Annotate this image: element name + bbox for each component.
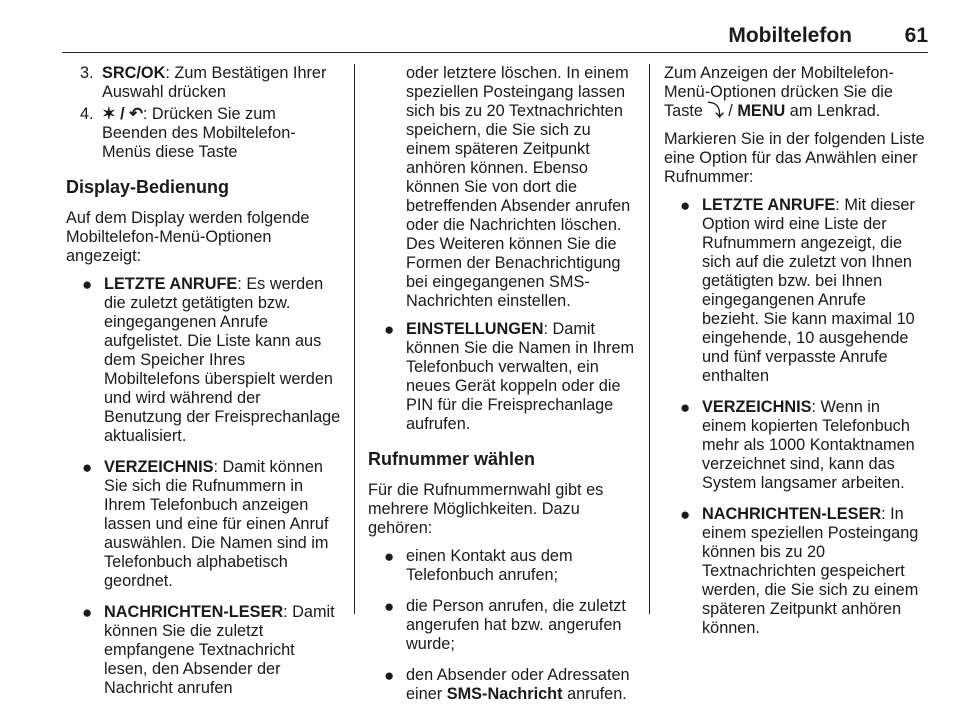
page-header bbox=[62, 20, 928, 53]
step-term: SRC/OK bbox=[102, 64, 166, 82]
menu-term: MENU bbox=[737, 102, 786, 120]
menu-instruction bbox=[664, 64, 926, 121]
item-term: EINSTELLUNGEN bbox=[406, 320, 544, 338]
bullet-icon: ● bbox=[384, 666, 395, 685]
bullet-icon: ● bbox=[82, 275, 93, 294]
list-item bbox=[66, 603, 342, 698]
item-text-post: anrufen. bbox=[562, 685, 627, 703]
item-text: : Wenn in einem kopierten Telefonbuch mehr als 1000 Kontaktnamen verzeichnet sind, kann das System langsamer arbeiten. bbox=[702, 398, 915, 492]
settings-list bbox=[368, 320, 636, 434]
step-item bbox=[66, 105, 342, 162]
column-2 bbox=[368, 64, 636, 716]
section-intro: Für die Rufnummernwahl gibt es mehrere Möglichkeiten. Dazu gehören: bbox=[368, 481, 604, 537]
list-item bbox=[368, 597, 636, 654]
column-3 bbox=[664, 64, 926, 650]
bullet-icon: ● bbox=[82, 603, 93, 622]
bullet-icon: ● bbox=[82, 458, 93, 477]
item-text: : Damit können Sie die Namen in Ihrem Telefonbuch verwalten, ein neues Gerät koppeln oder die PIN für die Freisprechanlage aufrufen. bbox=[406, 320, 635, 433]
item-text-pre: den Absender oder Adressaten einer bbox=[406, 666, 630, 703]
bullet-icon: ● bbox=[680, 505, 691, 524]
page-number: 61 bbox=[904, 24, 928, 47]
item-term: NACHRICHTEN-LESER bbox=[104, 603, 284, 621]
phone-icon: ⤵ bbox=[707, 102, 724, 120]
dial-options-list bbox=[368, 547, 636, 704]
step-text: : Zum Bestätigen Ihrer Auswahl drücken bbox=[102, 64, 327, 101]
separator: / bbox=[723, 102, 738, 120]
column-1 bbox=[66, 64, 342, 710]
bullet-icon: ● bbox=[384, 547, 395, 566]
step-item bbox=[66, 64, 342, 102]
item-text: : Mit dieser Option wird eine Liste der Rufnummern angezeigt, die sich auf die zuletzt von Ihnen getätigten bzw. bei Ihnen eingegangenen Anrufe bezieht. Sie kann maximal 10 eingehende, 10 ausgehende und fünf verpasste Anrufe enthalten bbox=[702, 196, 915, 385]
list-item-continuation: oder letztere löschen. In einem speziellen Posteingang lassen sich bis zu 20 Textnachrichten speichern, die Sie sich zu einem späteren Zeitpunkt anhören können. Ebenso können Sie von dort die betreffenden Absender anrufen oder die Nachrichten löschen. Des Weiteren können Sie die Formen der Benachrichtigung bei eingegangenen SMS-Nachrichten einstellen. bbox=[406, 64, 631, 310]
dial-menu-list bbox=[664, 196, 926, 638]
item-term: NACHRICHTEN-LESER bbox=[702, 505, 882, 523]
item-term: LETZTE ANRUFE bbox=[702, 196, 836, 214]
section-intro: Auf dem Display werden folgende Mobiltelefon-Menü-Optionen angezeigt: bbox=[66, 209, 310, 265]
list-item bbox=[664, 196, 926, 386]
bullet-icon: ● bbox=[384, 597, 395, 616]
bullet-icon: ● bbox=[680, 398, 691, 417]
item-term: SMS-Nachricht bbox=[446, 685, 563, 703]
selection-instruction: Markieren Sie in der folgenden Liste eine Option für das Anwählen einer Rufnummer: bbox=[664, 130, 925, 186]
item-text: einen Kontakt aus dem Telefonbuch anrufen; bbox=[406, 547, 573, 584]
section-heading-dial: Rufnummer wählen bbox=[368, 449, 536, 469]
item-term: VERZEICHNIS bbox=[702, 398, 812, 416]
section-heading-display: Display-Bedienung bbox=[66, 177, 230, 197]
list-item bbox=[368, 547, 636, 585]
item-term: LETZTE ANRUFE bbox=[104, 275, 238, 293]
step-number: 3. bbox=[80, 64, 94, 82]
list-item bbox=[664, 398, 926, 493]
bullet-icon: ● bbox=[680, 196, 691, 215]
instruction-text-end: am Lenkrad. bbox=[785, 102, 881, 120]
item-text: : Es werden die zuletzt getätigten bzw. eingegangenen Anrufe aufgelistet. Die Liste kann aus dem Speicher Ihres Mobiltelefons überspielt werden und wird während der Benutzung der Freisprechanlage aktualisiert. bbox=[104, 275, 341, 445]
item-text: die Person anrufen, die zuletzt angerufen hat bzw. angerufen wurde; bbox=[406, 597, 626, 653]
menu-options-list bbox=[66, 275, 342, 698]
item-text: : In einem speziellen Posteingang können bis zu 20 Textnachrichten gespeichert werden, die Sie sich zu einem späteren Zeitpunkt anhören können. bbox=[702, 505, 919, 637]
item-term: VERZEICHNIS bbox=[104, 458, 214, 476]
page-title: Mobiltelefon bbox=[728, 24, 852, 47]
step-number: 4. bbox=[80, 105, 94, 123]
list-item bbox=[368, 320, 636, 434]
instruction-text: Zum Anzeigen der Mobiltelefon-Menü-Optionen drücken Sie die Taste bbox=[664, 64, 894, 120]
list-item bbox=[66, 458, 342, 591]
list-item bbox=[66, 275, 342, 446]
bullet-icon: ● bbox=[384, 320, 395, 339]
list-item bbox=[368, 666, 636, 704]
item-text: : Damit können Sie die zuletzt empfangene Textnachricht lesen, den Absender der Nachricht anrufen bbox=[104, 603, 335, 697]
steps-list bbox=[66, 64, 342, 162]
step-term: ✶ / ↶ bbox=[102, 105, 143, 123]
item-text: : Damit können Sie sich die Rufnummern in Ihrem Telefonbuch anzeigen lassen und eine für einen Anruf auswählen. Die Namen sind im Telefonbuch alphabetisch geordnet. bbox=[104, 458, 329, 590]
list-item bbox=[664, 505, 926, 638]
column-divider-2 bbox=[649, 64, 650, 614]
step-text: : Drücken Sie zum Beenden des Mobiltelefon-Menüs diese Taste bbox=[102, 105, 296, 161]
column-divider-1 bbox=[354, 64, 355, 614]
